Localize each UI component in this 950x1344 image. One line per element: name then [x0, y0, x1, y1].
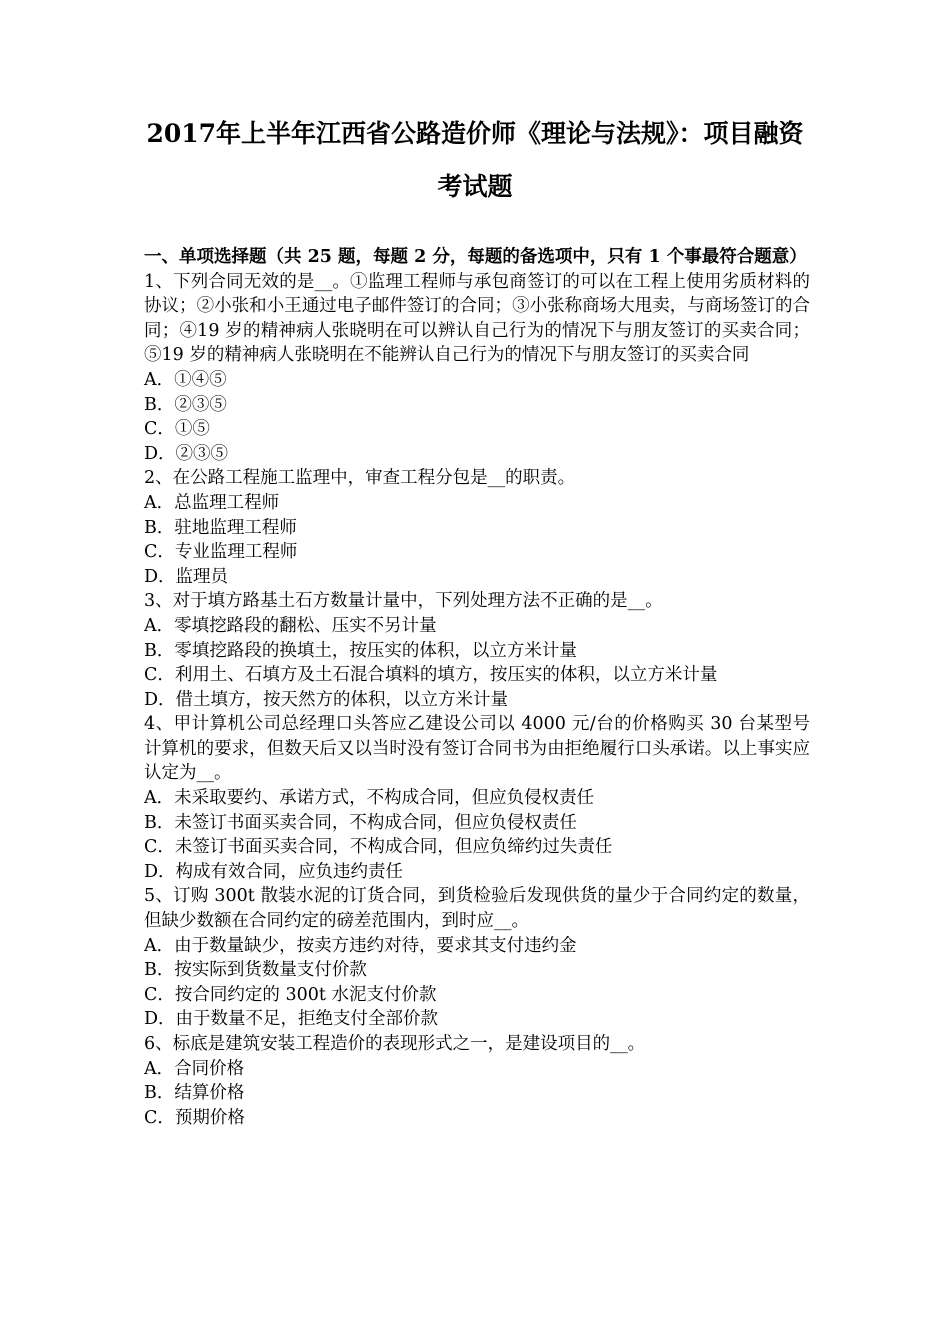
question-text: 6、标底是建筑安装工程造价的表现形式之一，是建设项目的__。	[144, 1034, 646, 1054]
question-text: 4、甲计算机公司总经理口头答应乙建设公司以 4000 元/台的价格购买 30 台某型号计算机的要求，但数天后又以当时没有签订合同书为由拒绝履行口头承诺。以上事实应认定为__。	[144, 714, 810, 784]
question-text: 5、订购 300t 散装水泥的订货合同，到货检验后发现供货的量少于合同约定的数量，但缺少数额在合同约定的磅差范围内，到时应__。	[144, 886, 810, 932]
option-c: C．未签订书面买卖合同，不构成合同，但应负缔约过失责任	[144, 837, 613, 858]
option-d: D．构成有效合同，应负违约责任	[144, 861, 404, 882]
option-b: B．未签订书面买卖合同，不构成合同，但应负侵权责任	[144, 812, 577, 833]
question-2	[144, 466, 810, 589]
option-c: C．①⑤	[144, 419, 210, 440]
question-6	[144, 1032, 810, 1130]
question-3	[144, 589, 810, 712]
option-c: C．预期价格	[144, 1107, 245, 1128]
option-c: C．利用土、石填方及土石混合填料的填方，按压实的体积，以立方米计量	[144, 665, 718, 686]
option-d: D．由于数量不足，拒绝支付全部价款	[144, 1009, 439, 1030]
question-4	[144, 712, 810, 884]
question-text: 2、在公路工程施工监理中，审查工程分包是__的职责。	[144, 468, 576, 489]
document-title: 2017年上半年江西省公路造价师《理论与法规》：项目融资	[146, 119, 804, 148]
question-text: 1、下列合同无效的是__。①监理工程师与承包商签订的可以在工程上使用劣质材料的协议；②小张和小王通过电子邮件签订的合同；③小张称商场大甩卖，与商场签订的合同；④19 岁的精神病人张晓明在可以辨认自己行为的情况下与朋友签订的买卖合同；⑤19 岁的精神病人张晓明在不能辨认自己行为的情况下与朋友签订的买卖合同	[144, 271, 810, 366]
section-header: 一、单项选择题（共 25 题，每题 2 分，每题的备选项中，只有 1 个事最符合题意）	[144, 247, 807, 267]
option-a: A．总监理工程师	[144, 492, 280, 513]
option-b: B．驻地监理工程师	[144, 517, 297, 538]
option-b: B．结算价格	[144, 1083, 245, 1104]
question-text: 3、对于填方路基土石方数量计量中，下列处理方法不正确的是__。	[144, 591, 663, 612]
option-a: A．零填挖路段的翻松、压实不另计量	[144, 615, 437, 636]
option-b: B．零填挖路段的换填土，按压实的体积，以立方米计量	[144, 640, 577, 661]
option-a: A．合同价格	[144, 1058, 245, 1079]
option-d: D．借土填方，按天然方的体积，以立方米计量	[144, 689, 509, 710]
option-b: B．②③⑤	[144, 394, 227, 415]
option-b: B．按实际到货数量支付价款	[144, 960, 367, 981]
option-a: A．未采取要约、承诺方式，不构成合同，但应负侵权责任	[144, 788, 595, 809]
document-body	[144, 245, 810, 1130]
option-a: A．由于数量缺少，按卖方违约对待，要求其支付违约金	[144, 935, 577, 956]
option-a: A．①④⑤	[144, 369, 227, 390]
question-1	[144, 270, 810, 467]
document-title-continued: 考试题	[437, 172, 513, 201]
question-5	[144, 884, 810, 1032]
option-c: C．按合同约定的 300t 水泥支付价款	[144, 984, 437, 1005]
option-c: C．专业监理工程师	[144, 542, 298, 563]
option-d: D．监理员	[144, 566, 229, 587]
option-d: D．②③⑤	[144, 443, 229, 464]
